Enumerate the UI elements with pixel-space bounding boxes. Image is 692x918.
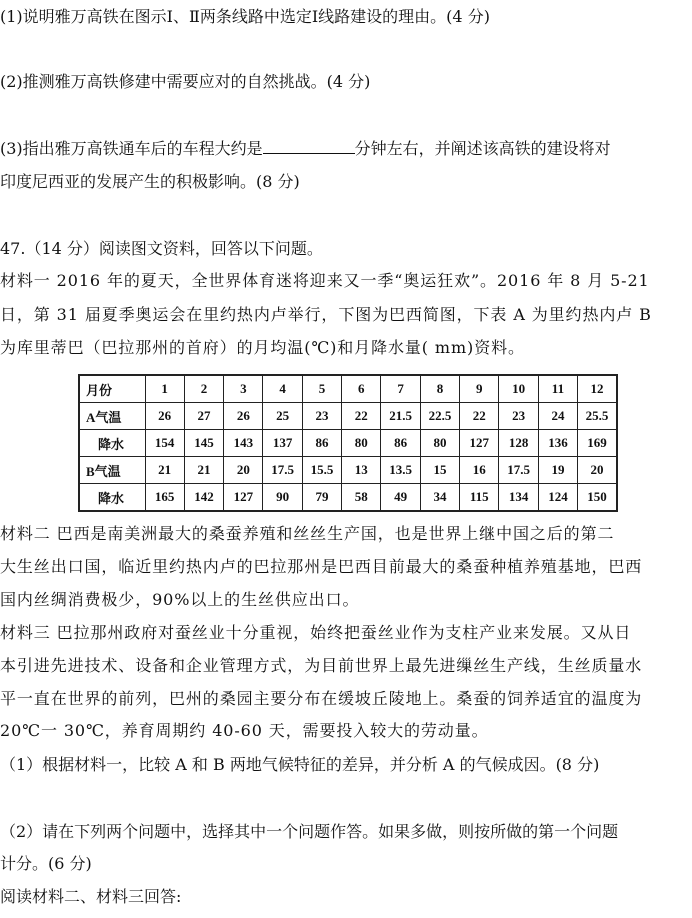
table-cell: 142 [184, 484, 223, 512]
table-cell: 20 [224, 457, 263, 484]
month-cell: 1 [145, 375, 184, 403]
table-cell: 80 [420, 430, 459, 457]
table-cell: 23 [302, 403, 341, 430]
table-row [79, 484, 617, 512]
table-cell: 25 [263, 403, 302, 430]
month-cell: 12 [578, 375, 617, 403]
table-cell: 15.5 [302, 457, 341, 484]
table-header-row [79, 375, 617, 403]
table-row [79, 403, 617, 430]
row-label [79, 484, 145, 512]
table-cell: 15 [420, 457, 459, 484]
question-3-text-before: (3)指出雅万高铁通车后的车程大约是 [0, 139, 263, 158]
climate-table [78, 374, 618, 512]
table-cell: 22 [342, 403, 381, 430]
table-cell: 136 [538, 430, 577, 457]
row-label [79, 403, 145, 430]
group-label: B [86, 463, 95, 479]
row-label [79, 457, 145, 484]
row-type-label: 气温 [95, 409, 122, 425]
table-cell: 165 [145, 484, 184, 512]
table-cell: 90 [263, 484, 302, 512]
table-cell: 24 [538, 403, 577, 430]
month-cell: 5 [302, 375, 341, 403]
material2-line: 材料二 巴西是南美洲最大的桑蚕养殖和丝丝生产国，也是世界上继中国之后的第二 [0, 524, 615, 543]
material1-line: 日，第 31 届夏季奥运会在里约热内卢举行，下图为巴西简图，下表 A 为里约热内卢 B [0, 305, 652, 324]
table-cell: 80 [342, 430, 381, 457]
material1-line: 材料一 2016 年的夏天，全世界体育迷将迎来又一季“奥运狂欢”。2016 年 8 月 5-21 [0, 271, 650, 290]
table-cell: 79 [302, 484, 341, 512]
row-type-label: 降水 [98, 490, 125, 506]
table-row [79, 457, 617, 484]
table-cell: 13 [342, 457, 381, 484]
question-3 [0, 138, 611, 160]
table-cell: 86 [302, 430, 341, 457]
table-cell: 145 [184, 430, 223, 457]
table-cell: 17.5 [499, 457, 538, 484]
table-cell: 25.5 [578, 403, 617, 430]
question-2: (2)推测雅万高铁修建中需要应对的自然挑战。(4 分) [0, 72, 371, 91]
table-cell: 169 [578, 430, 617, 457]
month-cell: 8 [420, 375, 459, 403]
month-cell: 10 [499, 375, 538, 403]
month-cell: 2 [184, 375, 223, 403]
question-1: (1)说明雅万高铁在图示Ⅰ、Ⅱ两条线路中选定Ⅰ线路建设的理由。(4 分) [0, 7, 490, 26]
table-cell: 128 [499, 430, 538, 457]
table-cell: 26 [224, 403, 263, 430]
material2-line: 大生丝出口国，临近里约热内卢的巴拉那州是巴西目前最大的桑蚕种植养殖基地，巴西 [0, 557, 643, 576]
table-cell: 13.5 [381, 457, 420, 484]
read-prompt: 阅读材料二、材料三回答: [0, 887, 182, 906]
q47-heading: 47.（14 分）阅读图文资料，回答以下问题。 [0, 239, 323, 258]
table-cell: 150 [578, 484, 617, 512]
question-3-text-after: 分钟左右，并阐述该高铁的建设将对 [354, 139, 611, 158]
table-cell: 137 [263, 430, 302, 457]
material1-line: 为库里蒂巴（巴拉那州的首府）的月均温(℃)和月降水量( mm)资料。 [0, 338, 525, 357]
table-cell: 16 [460, 457, 499, 484]
month-cell: 9 [460, 375, 499, 403]
table-cell: 23 [499, 403, 538, 430]
table-cell: 21.5 [381, 403, 420, 430]
table-cell: 86 [381, 430, 420, 457]
table-cell: 27 [184, 403, 223, 430]
material3-line: 平一直在世界的前列，巴州的桑园主要分布在缓坡丘陵地上。桑蚕的饲养适宜的温度为 [0, 689, 643, 708]
table-cell: 20 [578, 457, 617, 484]
table-cell: 22.5 [420, 403, 459, 430]
table-cell: 154 [145, 430, 184, 457]
group-label: A [86, 409, 96, 425]
month-cell: 6 [342, 375, 381, 403]
table-cell: 21 [184, 457, 223, 484]
month-cell: 4 [263, 375, 302, 403]
month-cell: 11 [538, 375, 577, 403]
table-cell: 34 [420, 484, 459, 512]
material3-line: 材料三 巴拉那州政府对蚕丝业十分重视，始终把蚕丝业作为支柱产业来发展。又从日 [0, 623, 632, 642]
table-cell: 49 [381, 484, 420, 512]
table-cell: 124 [538, 484, 577, 512]
material3-line: 本引进先进技术、设备和企业管理方式，为目前世界上最先进缫丝生产线，生丝质量水 [0, 656, 643, 675]
sub-question-1: （1）根据材料一，比较 A 和 B 两地气候特征的差异，并分析 A 的气候成因。(8 分) [0, 755, 600, 774]
material3-line: 20℃一 30℃，养育周期约 40-60 天，需要投入较大的劳动量。 [0, 721, 489, 740]
table-cell: 21 [145, 457, 184, 484]
table-row [79, 430, 617, 457]
month-cell: 3 [224, 375, 263, 403]
question-3-line-2: 印度尼西亚的发展产生的积极影响。(8 分) [0, 172, 300, 191]
table-cell: 19 [538, 457, 577, 484]
sub-question-2: （2）请在下列两个问题中，选择其中一个问题作答。如果多做，则按所做的第一个问题 [0, 822, 619, 841]
answer-blank[interactable] [263, 138, 355, 154]
table-cell: 127 [224, 484, 263, 512]
table-cell: 115 [460, 484, 499, 512]
row-type-label: 气温 [94, 463, 121, 479]
material2-line: 国内丝绸消费极少，90%以上的生丝供应出口。 [0, 590, 360, 609]
table-cell: 143 [224, 430, 263, 457]
table-cell: 127 [460, 430, 499, 457]
month-cell: 7 [381, 375, 420, 403]
table-cell: 26 [145, 403, 184, 430]
table-cell: 17.5 [263, 457, 302, 484]
sub-question-2-line-2: 计分。(6 分) [0, 854, 92, 873]
month-header: 月份 [79, 375, 145, 403]
row-type-label: 降水 [98, 436, 125, 452]
row-label [79, 430, 145, 457]
table-cell: 134 [499, 484, 538, 512]
table-cell: 58 [342, 484, 381, 512]
table-cell: 22 [460, 403, 499, 430]
